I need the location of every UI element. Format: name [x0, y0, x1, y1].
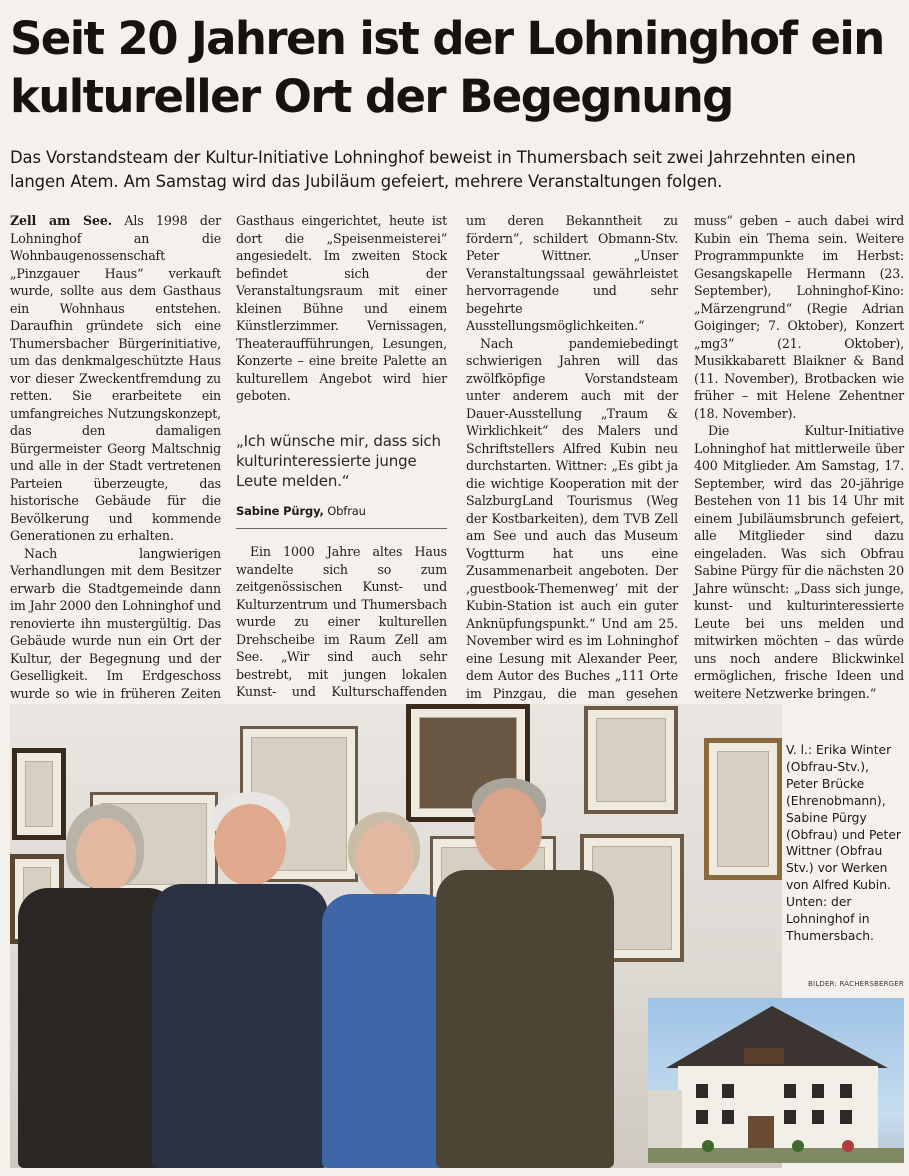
framed-artwork [704, 738, 782, 880]
lohninghof-building-photo [648, 998, 904, 1163]
building-illustration [648, 998, 904, 1163]
article-column-2 [236, 212, 447, 718]
article-column-3 [466, 212, 678, 720]
paragraph: muss“ geben – auch dabei wird Kubin ein Thema sein. Weitere Programmpunkte im Herbst: Gesangskapelle Hermann (23. September), Lohninghof-Kino: „Märzengrund“ (Regie Adrian Goiginger; 7. Oktober), Konzert „mg3“ (21. Oktober), Musikkabarett Blaikner & Band (11. November), Brotbacken wie früher – mit Helene Zehentner (18. November). [694, 213, 904, 421]
headline: Seit 20 Jahren ist der Lohninghof ein kultureller Ort der Begegnung [10, 12, 884, 123]
person-peter-bruecke [152, 792, 332, 1168]
pull-quote-author: Sabine Pürgy, Obfrau [236, 503, 366, 518]
photo-caption: V. l.: Erika Winter (Obfrau-Stv.), Peter Brücke (Ehrenobmann), Sabine Pürgy (Obfrau) und Peter Wittner (Obfrau Stv.) vor Werken von Alfred Kubin. Unten: der Lohninghof in Thumersbach. [786, 743, 901, 943]
lead-paragraph: Das Vorstandsteam der Kultur-Initiative Lohninghof beweist in Thumersbach seit zwei Jahrzehnten einen langen Atem. Am Samstag wird das Jubiläum gefeiert, mehrere Veranstaltungen folgen. [10, 148, 856, 191]
paragraph: Zell am See. Als 1998 der Lohninghof an die Wohnbaugenossenschaft „Pinzgauer Haus“ verkauft wurde, sollte aus dem Gasthaus ein Wohnhaus entstehen. Daraufhin gründete sich eine Thumersbacher Bürgerinitiative, um das denkmalgeschützte Haus vor dieser Zweckentfremdung zu retten. Sie erarbeitete ein umfangreiches Nutzungskonzept, das den damaligen Bürgermeister Georg Maltschnig und alle in der Stadt vertretenen Parteien überzeugte, das historische Gebäude für die Bevölkerung und kommende Generationen zu erhalten. [10, 213, 222, 543]
paragraph: Ein 1000 Jahre altes Haus wandelte sich so zum zeitgenössischen Kunst- und Kulturzentrum und Thumersbach wurde zu einer kulturellen Drehscheibe im Raum Zell am See. „Wir sind auch sehr bestrebt, mit jungen lokalen Kunst- und Kulturschaffenden [236, 544, 447, 699]
paragraph: Nach pandemiebedingt schwierigen Jahren will das zwölfköpfige Vorstandsteam unter anderem auch mit der Dauer-Ausstellung „Traum & Wirklichkeit“ des Malers und Schriftstellers Alfred Kubin neu durchstarten. Wittner: „Es gibt ja die wichtige Kooperation mit der SalzburgLand Tourismus (Weg der Kostbarkeiten), dem TVB Zell am See und auch das Museum Vogtturm hat uns eine Zusammenarbeit angeboten. Der ‚guestbook-Themenweg‘ mit der Kubin-Station ist auch ein guter Anknüpfungspunkt.“ Und am 25. November wird es im Lohninghof eine Lesung mit Alexander Peer, dem Autor des Buches „111 Orte im Pinzgau, die man gesehen [466, 335, 678, 701]
article-column-1 [10, 212, 221, 720]
paragraph: Die Kultur-Initiative Lohninghof hat mittlerweile über 400 Mitglieder. Am Samstag, 17. September, wird das 20-jährige Bestehen von 11 bis 14 Uhr mit einem Jubiläumsbrunch gefeiert, alle Mitglieder sind dazu eingeladen. Was sich Obfrau Sabine Pürgy für die nächsten 20 Jahre wünscht: „Dass sich junge, kunst- und kulturinteressierte Leute bei uns melden und mitwirken möchten – das würde uns noch andere Blickwinkel ermöglichen, frische Ideen und weitere Netzwerke bringen.“ [694, 423, 904, 701]
dateline: Zell am See. [10, 213, 112, 228]
divider [236, 528, 447, 529]
article-column-4 [694, 212, 904, 702]
paragraph: um deren Bekanntheit zu fördern“, schildert Obmann-Stv. Peter Wittner. „Unser Veranstaltungssaal gewährleistet hervorragende und sehr begehrte Ausstellungsmöglichkeiten.“ [466, 213, 678, 333]
paragraph: Nach langwierigen Verhandlungen mit dem Besitzer erwarb die Stadtgemeinde dann im Jahr 2000 den Lohninghof und renovierte ihn mustergültig. Das Gebäude wurde nun ein Ort der Kultur, der Begegnung und der Geselligkeit. Im Erdgeschoss wurde so wie in früheren Zeiten [10, 545, 221, 701]
paragraph: Gasthaus eingerichtet, heute ist dort die „Speisenmeisterei“ angesiedelt. Im zweiten Stock befindet sich der Veranstaltungsraum mit einer kleinen Bühne und einem Künstlerzimmer. Vernissagen, Theateraufführungen, Lesungen, Konzerte – eine breite Palette an kulturellem Angebot wird hier geboten. [236, 213, 447, 403]
person-peter-wittner [436, 778, 616, 1168]
person-sabine-puergy [316, 812, 456, 1168]
pull-quote: „Ich wünsche mir, dass sich kulturinteressierte junge Leute melden.“ [236, 431, 441, 490]
photo-credit: BILDER: RACHERSBERGER [808, 980, 904, 988]
